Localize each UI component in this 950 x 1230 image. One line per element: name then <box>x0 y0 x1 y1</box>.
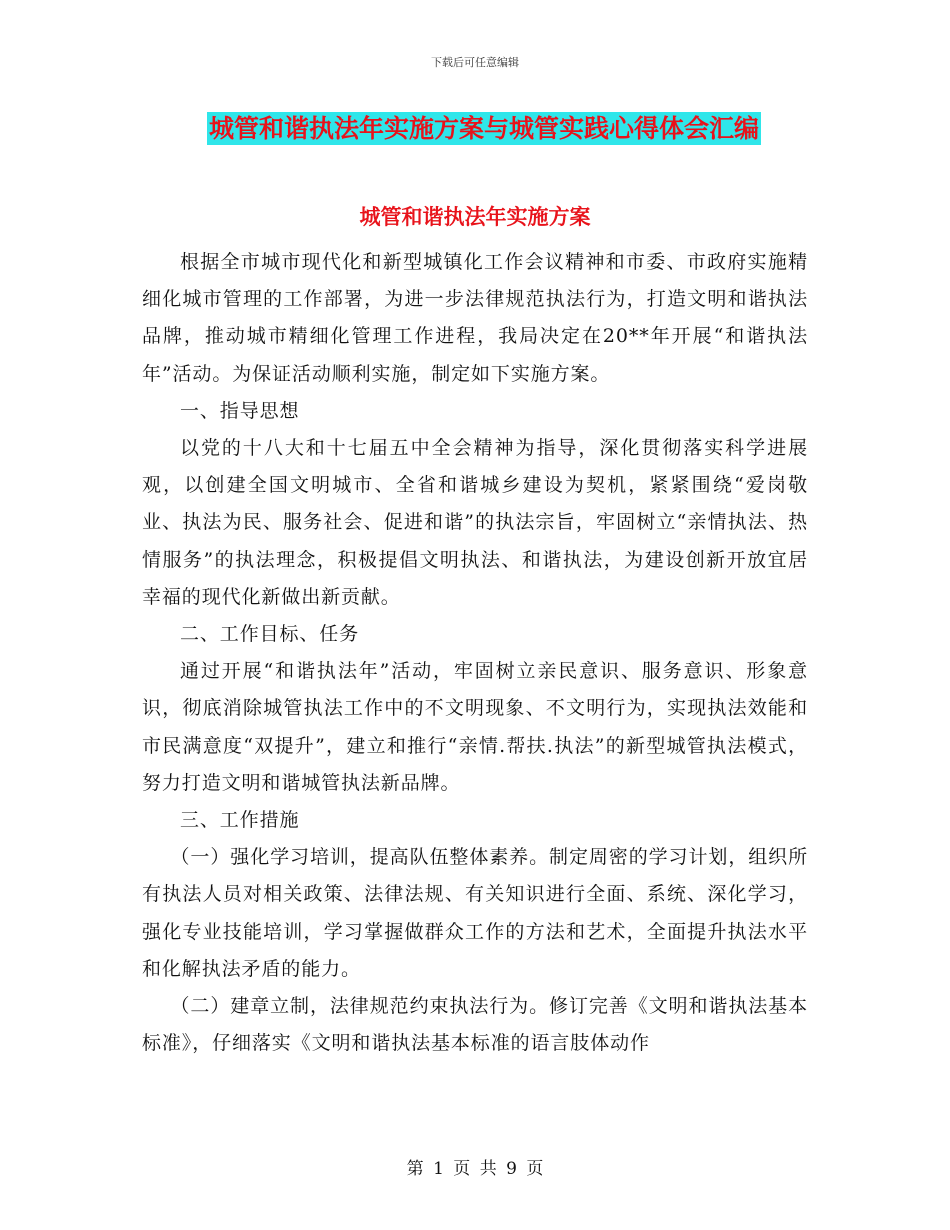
document-main-title: 城管和谐执法年实施方案与城管实践心得体会汇编 <box>209 114 760 143</box>
heading-work-measures: 三、工作措施 <box>180 809 300 832</box>
paragraph-goals-tasks: 通过开展“和谐执法年”活动，牢固树立亲民意识、服务意识、形象意识，彻底消除城管执法工作中的不文明现象、不文明行为，实现执法效能和市民满意度“双提升”，建立和推行“亲情.帮扶.执法”的新型城管执法模式，努力打造文明和谐城管执法新品牌。 <box>142 660 808 794</box>
heading-guiding-ideology: 一、指导思想 <box>180 399 300 422</box>
heading-goals-tasks: 二、工作目标、任务 <box>180 623 360 646</box>
header-note: 下载后可任意编辑 <box>431 56 519 69</box>
paragraph-measure-1: （一）强化学习培训，提高队伍整体素养。制定周密的学习计划，组织所有执法人员对相关政策、法律法规、有关知识进行全面、系统、深化学习，强化专业技能培训，学习掌握做群众工作的方法和艺术，全面提升执法水平和化解执法矛盾的能力。 <box>142 846 808 980</box>
paragraph-guiding-ideology: 以党的十八大和十七届五中全会精神为指导，深化贯彻落实科学进展观，以创建全国文明城市、全省和谐城乡建设为契机，紧紧围绕“爱岗敬业、执法为民、服务社会、促进和谐”的执法宗旨，牢固树立“亲情执法、热情服务”的执法理念，积极提倡文明执法、和谐执法，为建设创新开放宜居幸福的现代化新做出新贡献。 <box>142 437 808 608</box>
paragraph-measure-2: （二）建章立制，法律规范约束执法行为。修订完善《文明和谐执法基本标准》，仔细落实《文明和谐执法基本标准的语言肢体动作 <box>142 995 808 1055</box>
paragraph-intro: 根据全市城市现代化和新型城镇化工作会议精神和市委、市政府实施精细化城市管理的工作部署，为进一步法律规范执法行为，打造文明和谐执法品牌，推动城市精细化管理工作进程，我局决定在20**年开展“和谐执法年”活动。为保证活动顺利实施，制定如下实施方案。 <box>142 251 808 385</box>
page-number: 第 1 页 共 9 页 <box>406 1159 544 1179</box>
section-title: 城管和谐执法年实施方案 <box>359 205 591 229</box>
document-body <box>142 244 808 1062</box>
